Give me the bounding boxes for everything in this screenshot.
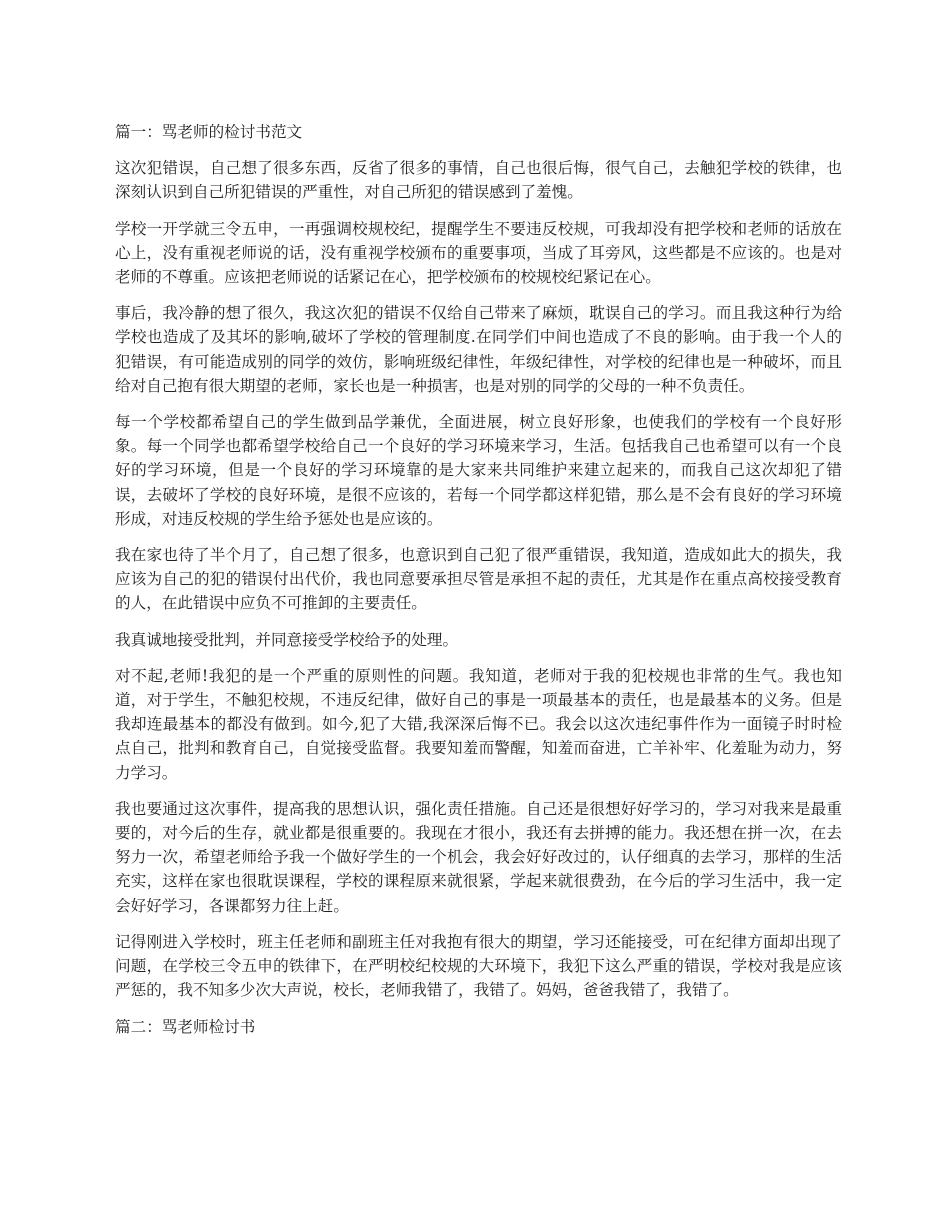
paragraph-9: 记得刚进入学校时，班主任老师和副班主任对我抱有很大的期望，学习还能接受，可在纪律方面却出现了问题，在学校三令五申的铁律下，在严明校纪校规的大环境下，我犯下这么严重的错误，学校对我是应该严惩的，我不知多少次大声说，校长，老师我错了，我错了。妈妈，爸爸我错了，我错了。 bbox=[115, 932, 842, 1000]
section-heading-1: 篇一：骂老师的检讨书范文 bbox=[115, 123, 303, 141]
section-heading-2: 篇二：骂老师检讨书 bbox=[115, 1017, 256, 1036]
paragraph-7: 对不起,老师!我犯的是一个严重的原则性的问题。我知道，老师对于我的犯校规也非常的生气。我也知道，对于学生，不触犯校规，不违反纪律，做好自己的事是一项最基本的责任，也是最基本的义务。但是我却连最基本的都没有做到。如今,犯了大错,我深深后悔不已。我会以这次违纪事件作为一面镜子时时检点自己，批判和教育自己，自觉接受监督。我要知羞而警醒，知羞而奋进，亡羊补牢、化羞耻为动力，努力学习。 bbox=[115, 666, 842, 782]
paragraph-1: 这次犯错误，自己想了很多东西，反省了很多的事情，自己也很后悔，很气自己，去触犯学校的铁律，也深刻认识到自己所犯错误的严重性，对自己所犯的错误感到了羞愧。 bbox=[115, 159, 842, 202]
paragraph-8: 我也要通过这次事件，提高我的思想认识，强化责任措施。自己还是很想好好学习的，学习对我来是最重要的，对今后的生存，就业都是很重要的。我现在才很小，我还有去拼搏的能力。我还想在拼一次，在去努力一次，希望老师给予我一个做好学生的一个机会，我会好好改过的，认仔细真的去学习，那样的生活充实，这样在家也很耽误课程，学校的课程原来就很紧，学起来就很费劲，在今后的学习生活中，我一定会好好学习，各课都努力往上赶。 bbox=[115, 799, 842, 915]
document-page bbox=[115, 120, 842, 1051]
paragraph-6: 我真诚地接受批判，并同意接受学校给予的处理。 bbox=[115, 630, 459, 649]
paragraph-3: 事后，我冷静的想了很久，我这次犯的错误不仅给自己带来了麻烦，耽误自己的学习。而且我这种行为给学校也造成了及其坏的影响,破坏了学校的管理制度.在同学们中间也造成了不良的影响。由于我一个人的犯错误，有可能造成别的同学的效仿，影响班级纪律性，年级纪律性，对学校的纪律也是一种破坏，而且给对自己抱有很大期望的老师，家长也是一种损害，也是对别的同学的父母的一种不负责任。 bbox=[115, 304, 842, 395]
paragraph-5: 我在家也待了半个月了，自己想了很多，也意识到自己犯了很严重错误，我知道，造成如此大的损失，我应该为自己的犯的错误付出代价，我也同意要承担尽管是承担不起的责任，尤其是作在重点高校接受教育的人，在此错误中应负不可推卸的主要责任。 bbox=[115, 546, 842, 613]
paragraph-4: 每一个学校都希望自己的学生做到品学兼优，全面进展，树立良好形象，也使我们的学校有一个良好形象。每一个同学也都希望学校给自己一个良好的学习环境来学习，生活。包括我自己也希望可以有一个良好的学习环境，但是一个良好的学习环境靠的是大家来共同维护来建立起来的，而我自己这次却犯了错误，去破坏了学校的良好环境，是很不应该的，若每一个同学都这样犯错，那么是不会有良好的学习环境形成，对违反校规的学生给予惩处也是应该的。 bbox=[115, 413, 842, 528]
paragraph-2: 学校一开学就三令五申，一再强调校规校纪，提醒学生不要违反校规，可我却没有把学校和老师的话放在心上，没有重视老师说的话，没有重视学校颁布的重要事项，当成了耳旁风，这些都是不应该的。也是对老师的不尊重。应该把老师说的话紧记在心，把学校颁布的校规校纪紧记在心。 bbox=[115, 219, 842, 287]
